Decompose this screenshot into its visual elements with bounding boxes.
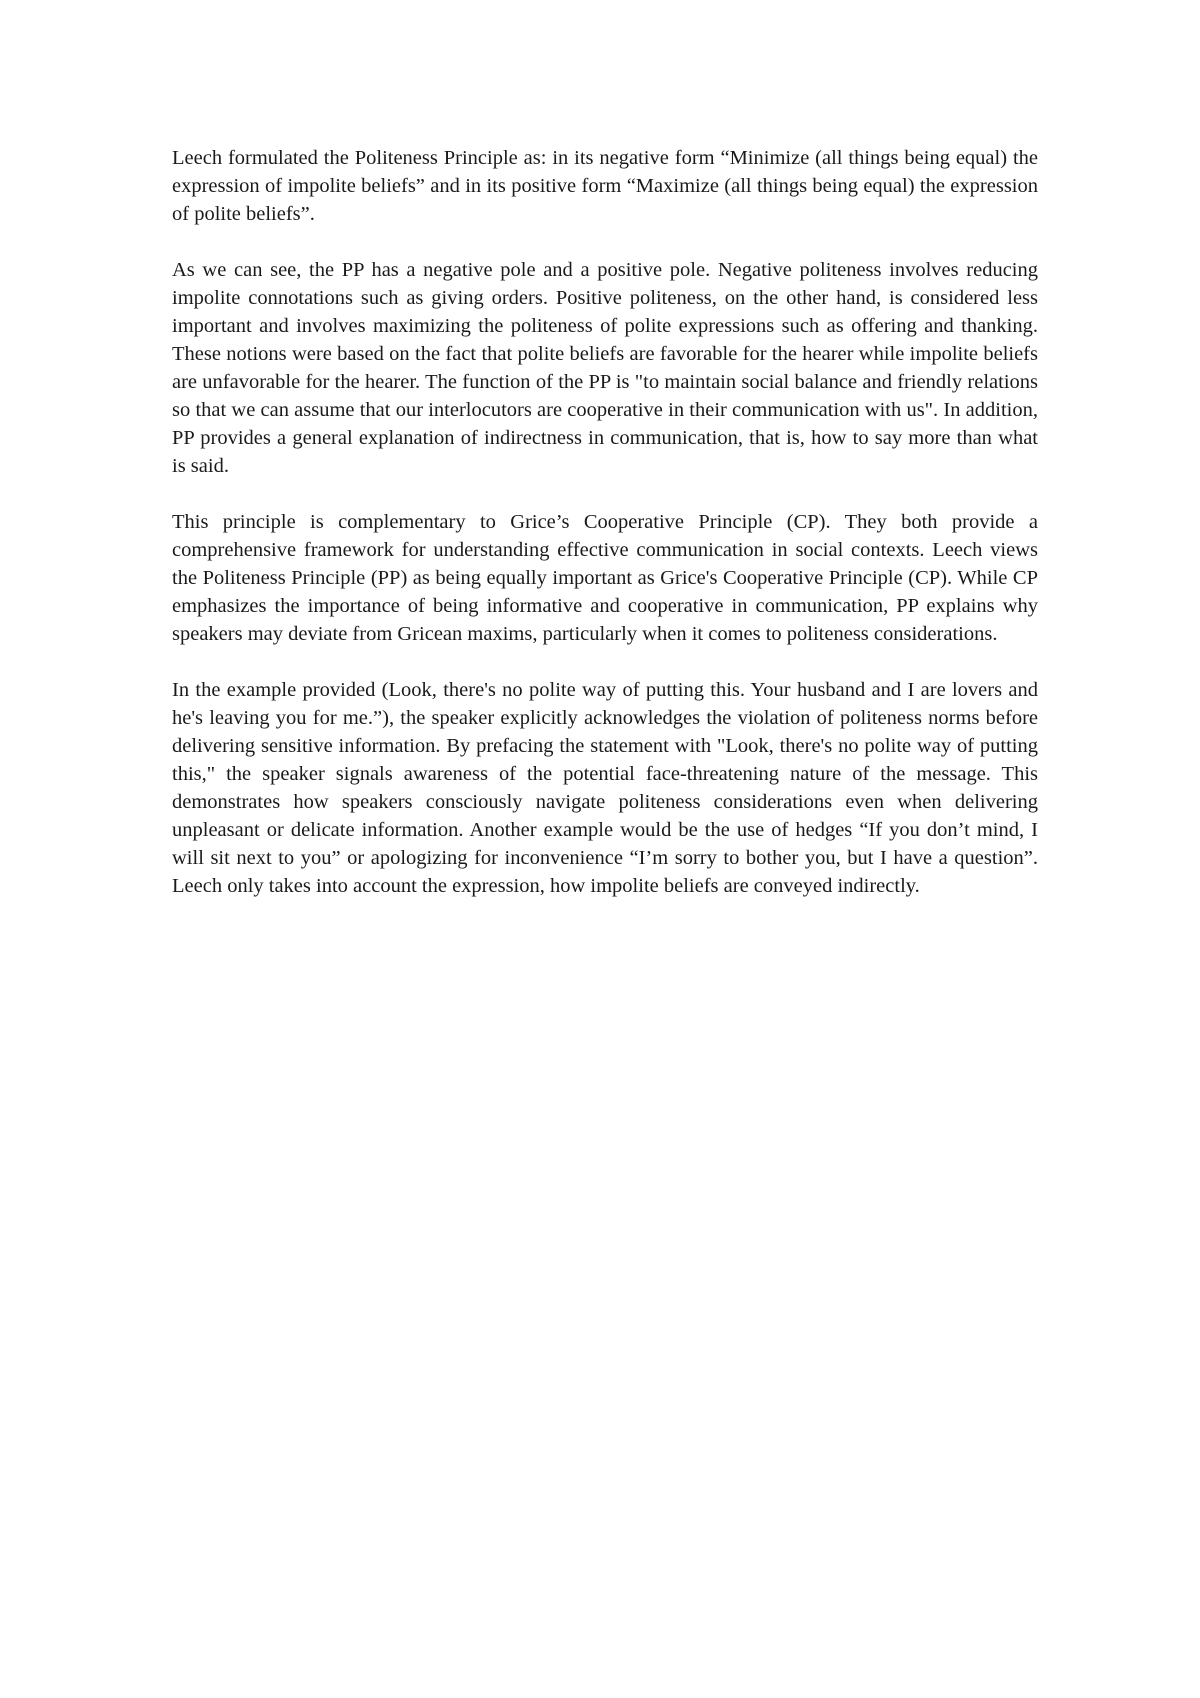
paragraph-politeness-principle: Leech formulated the Politeness Principle as: in its negative form “Minimize (all things being equal) the expression of impolite beliefs” and in its positive form “Maximize (all things being equal) the expression of polite beliefs”. xyxy=(172,147,1038,225)
document-body xyxy=(172,144,1038,928)
paragraph-negative-positive-pole: As we can see, the PP has a negative pole and a positive pole. Negative politeness involves reducing impolite connotations such as giving orders. Positive politeness, on the other hand, is considered less important and involves maximizing the politeness of polite expressions such as offering and thanking. These notions were based on the fact that polite beliefs are favorable for the hearer while impolite beliefs are unfavorable for the hearer. The function of the PP is "to maintain social balance and friendly relations so that we can assume that our interlocutors are cooperative in their communication with us". In addition, PP provides a general explanation of indirectness in communication, that is, how to say more than what is said. xyxy=(172,259,1038,477)
paragraph-cooperative-principle: This principle is complementary to Grice’s Cooperative Principle (CP). They both provide a comprehensive framework for understanding effective communication in social contexts. Leech views the Politeness Principle (PP) as being equally important as Grice's Cooperative Principle (CP). While CP emphasizes the importance of being informative and cooperative in communication, PP explains why speakers may deviate from Gricean maxims, particularly when it comes to politeness considerations. xyxy=(172,511,1038,645)
paragraph-example: In the example provided (Look, there's no polite way of putting this. Your husband and I are lovers and he's leaving you for me.”), the speaker explicitly acknowledges the violation of politeness norms before delivering sensitive information. By prefacing the statement with "Look, there's no polite way of putting this," the speaker signals awareness of the potential face-threatening nature of the message. This demonstrates how speakers consciously navigate politeness considerations even when delivering unpleasant or delicate information. Another example would be the use of hedges “If you don’t mind, I will sit next to you” or apologizing for inconvenience “I’m sorry to bother you, but I have a question”. Leech only takes into account the expression, how impolite beliefs are conveyed indirectly. xyxy=(172,679,1038,897)
